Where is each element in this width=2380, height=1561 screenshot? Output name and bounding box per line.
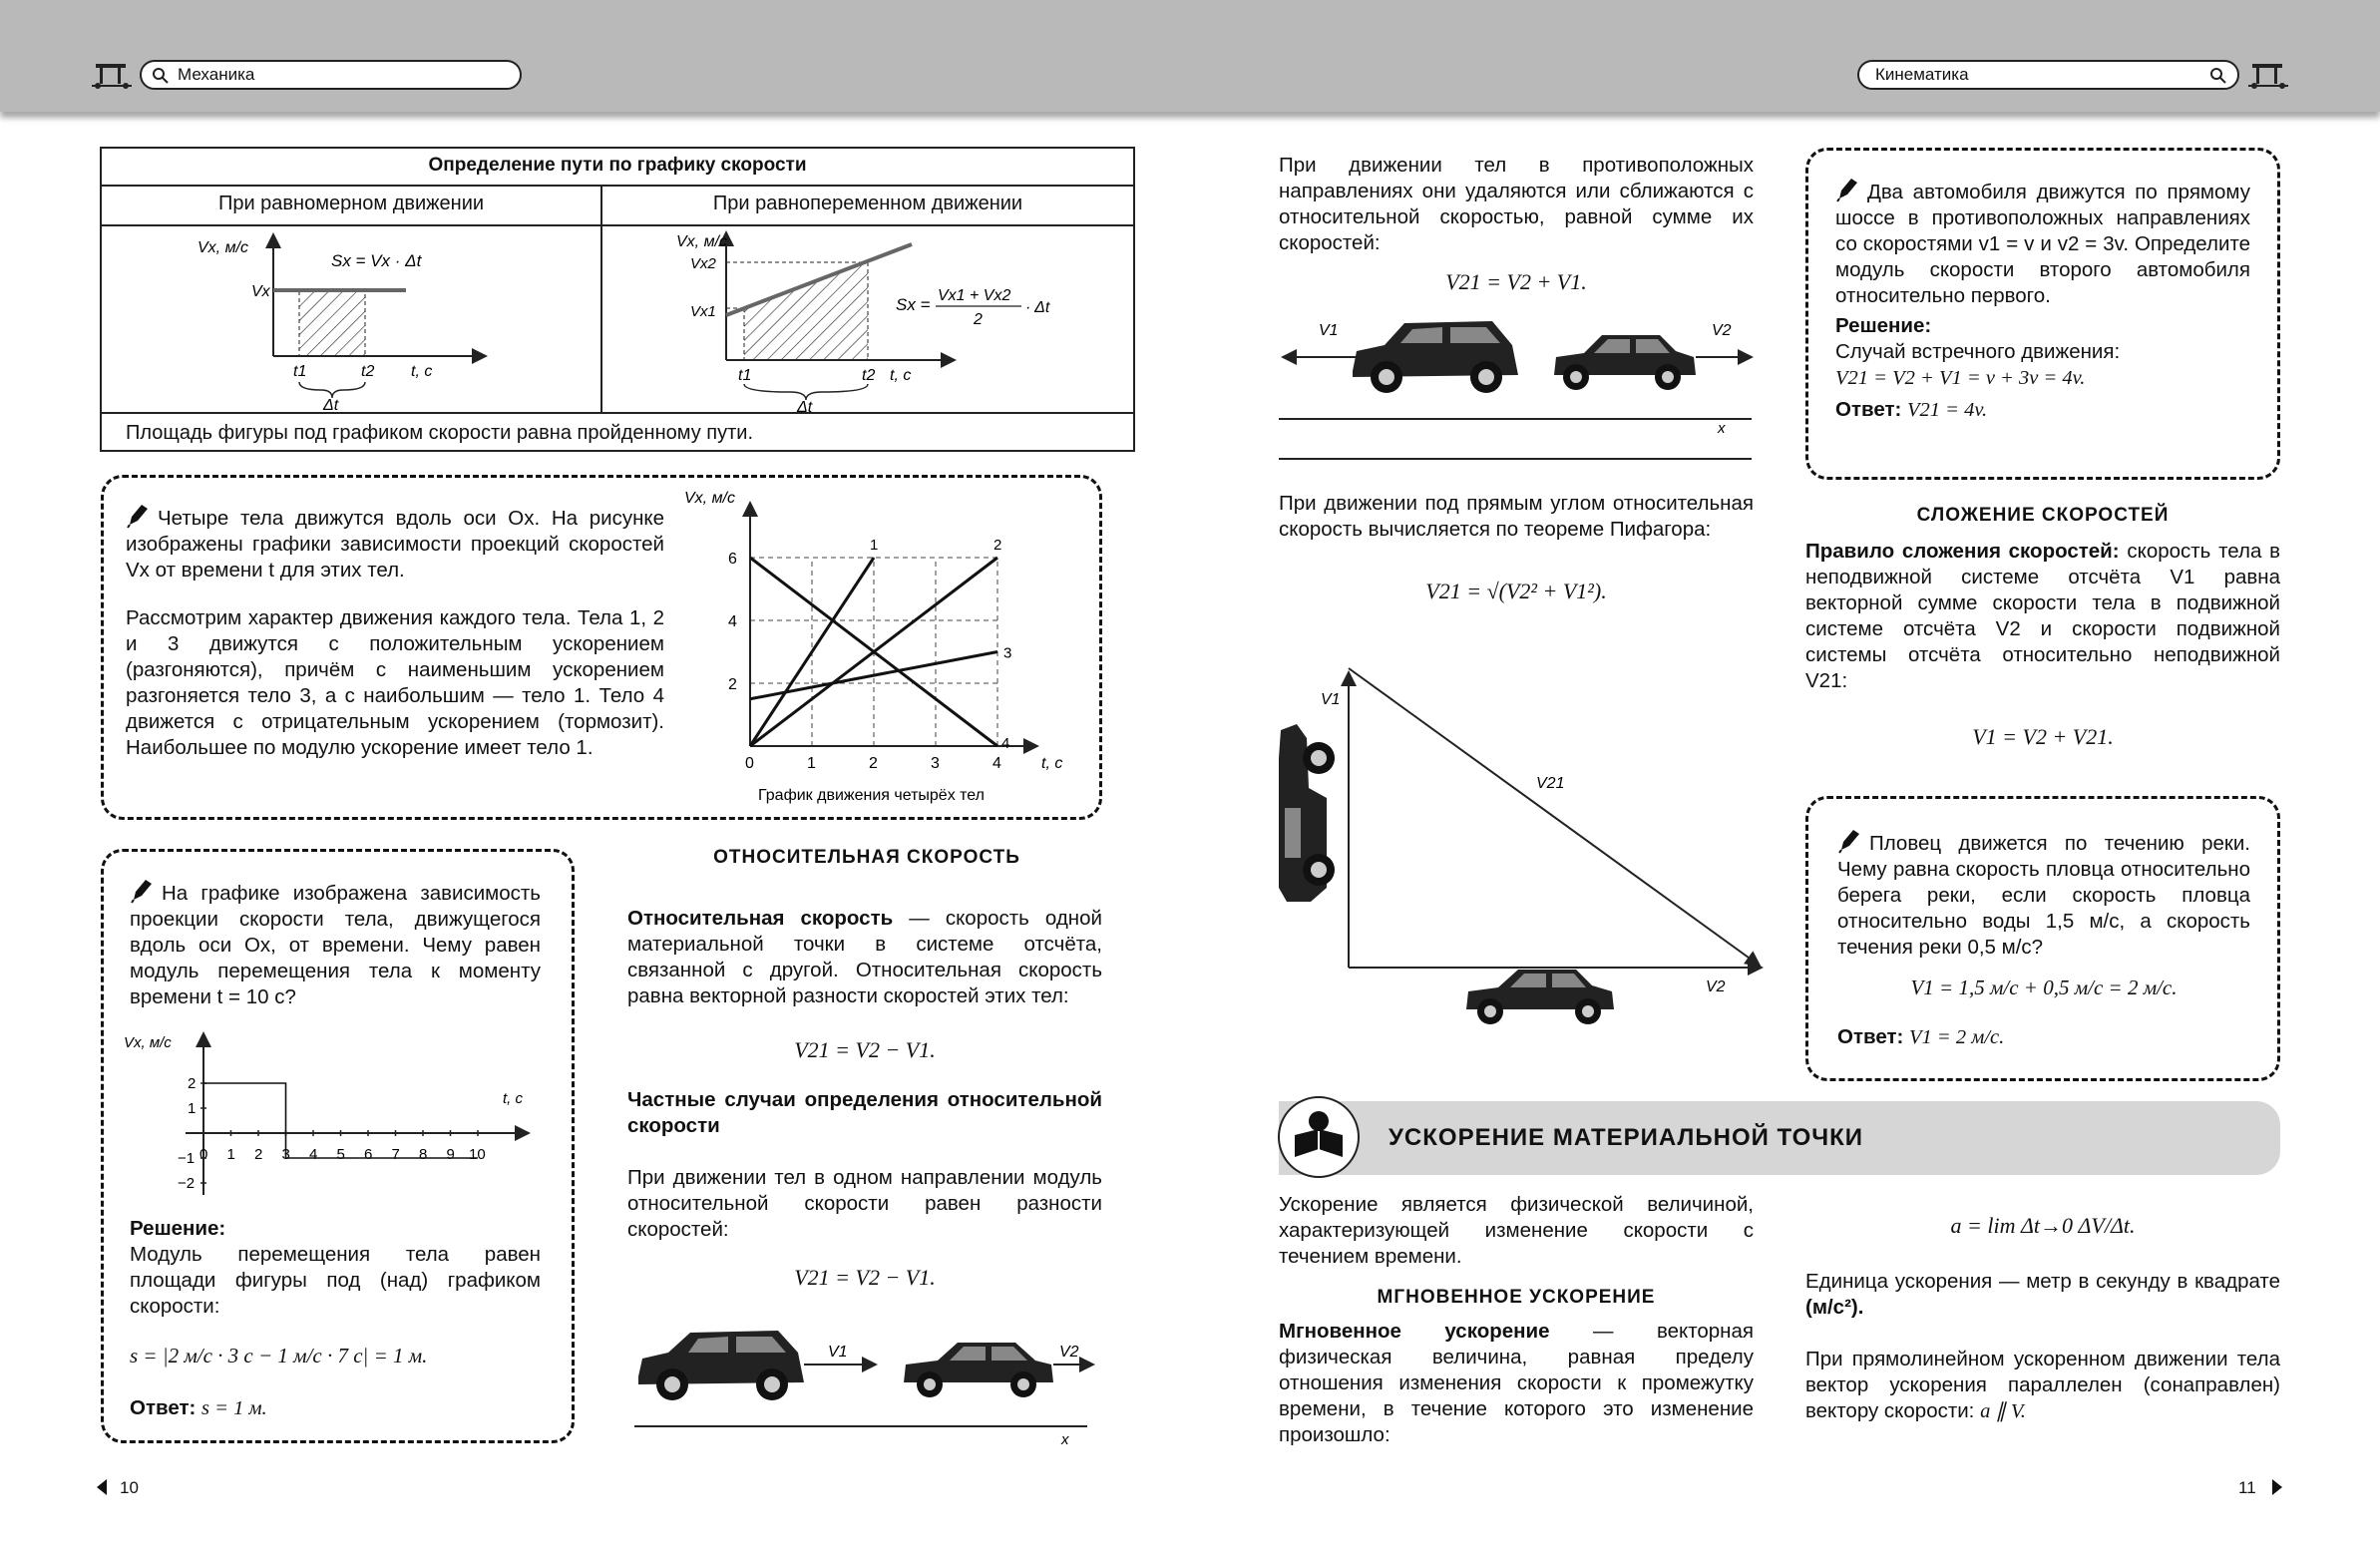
task4-formula: V1 = 1,5 м/с + 0,5 м/с = 2 м/с.	[1910, 976, 2178, 999]
task4-text	[1837, 828, 2250, 961]
sedan-car-icon	[1466, 970, 1614, 1024]
accel-parallel	[1805, 1347, 2280, 1424]
y-axis-label: Vx, м/с	[684, 490, 735, 507]
same-direction-cars	[628, 1313, 1107, 1446]
x-tick-label: 5	[336, 1146, 345, 1163]
g2-tlabel: t, с	[890, 367, 912, 384]
task3-solution-label: Решение:	[1835, 314, 1932, 337]
search-icon	[2209, 67, 2227, 85]
task4-answer-label: Ответ:	[1837, 1025, 1904, 1048]
y-tick-label: 2	[188, 1075, 197, 1092]
right-angle-text: При движении под прямым углом относительная скорость вычисляется по теореме Пифагора:	[1279, 492, 1754, 541]
opp-x: x	[1718, 420, 1726, 437]
x-tick-label: 2	[254, 1146, 263, 1163]
task2-solution	[130, 1216, 541, 1320]
task4-answer-value: V1 = 2 м/с.	[1909, 1026, 2005, 1048]
x-tick-label: 4	[309, 1146, 318, 1163]
x-tick-label: 1	[226, 1146, 235, 1163]
book-logo-icon-left	[90, 58, 134, 92]
addition-rule-term: Правило сложения скоростей:	[1805, 540, 2120, 563]
opposite-direction-scene	[1273, 305, 1762, 465]
search-icon	[152, 67, 170, 85]
x-tick-label: 3	[931, 755, 940, 772]
limit-formula: a = lim Δt→0 ΔV/Δt.	[1950, 1213, 2136, 1238]
accel-intro: Ускорение является физической величиной, характеризующей изменение скорости с течением времени.	[1279, 1193, 1754, 1268]
x-tick-label: 10	[469, 1146, 486, 1163]
g2-dt: Δt	[797, 399, 813, 412]
prev-page-icon[interactable]	[97, 1479, 109, 1495]
g2-t2: t2	[862, 367, 876, 384]
series-label-1: 1	[870, 537, 879, 554]
task2-solution-text: Модуль перемещения тела равен площади фигуры под (над) графиком скорости:	[130, 1243, 541, 1318]
accelerated-motion-graph	[660, 226, 1109, 412]
g2-formula-right: · Δt	[1025, 299, 1050, 316]
y-tick-label: 1	[188, 1100, 197, 1117]
tri-v1: V1	[1321, 691, 1341, 708]
table-footer: Площадь фигуры под графиком скорости равна пройденному пути.	[126, 422, 754, 444]
task2-answer-value: s = 1 м.	[201, 1397, 267, 1419]
relative-heading: ОТНОСИТЕЛЬНАЯ СКОРОСТЬ	[713, 847, 1020, 868]
task3-text	[1835, 177, 2250, 423]
table-col2: При равнопеременном движении	[712, 193, 1023, 214]
task3-answer: V21 = 4v.	[1907, 399, 1988, 421]
relative-formula2: V21 = V2 − V1.	[794, 1265, 936, 1290]
x-tick-label: 3	[281, 1146, 290, 1163]
y-tick-label: −2	[178, 1175, 196, 1192]
relative-subheading: Частные случаи определения относительной скорости	[627, 1088, 1102, 1137]
page-number-left: 10	[120, 1478, 139, 1497]
addition-heading: СЛОЖЕНИЕ СКОРОСТЕЙ	[1916, 505, 2170, 526]
series-label-3: 3	[1003, 644, 1012, 662]
pencil-icon	[126, 503, 150, 529]
g1-t2: t2	[361, 363, 375, 380]
y-axis-label: Vx, м/с	[124, 1034, 172, 1051]
x-axis-label: t, с	[1041, 755, 1063, 772]
task3-answer-label: Ответ:	[1835, 398, 1902, 421]
addition-formula: V1 = V2 + V21.	[1972, 724, 2114, 749]
g2-vx1: Vx1	[690, 303, 716, 320]
sedan-car-icon	[904, 1343, 1053, 1397]
series-label-2: 2	[993, 537, 1002, 554]
series-label-4: 4	[1001, 735, 1010, 752]
chart-title: График движения четырёх тел	[758, 787, 985, 804]
opp-v2: V2	[1712, 322, 1732, 339]
task2-formula: s = |2 м/с · 3 с − 1 м/с · 7 с| = 1 м.	[130, 1344, 428, 1367]
x-axis-label: t, с	[503, 1090, 524, 1107]
vertical-car-icon	[1279, 724, 1335, 902]
x-tick-label: 8	[419, 1146, 428, 1163]
book-logo-icon-right	[2246, 58, 2290, 92]
relative-definition	[627, 906, 1102, 1009]
g1-vx: Vx	[251, 283, 270, 300]
path-table	[100, 147, 1135, 452]
task1-text	[126, 503, 664, 761]
x-tick-label: 0	[199, 1146, 208, 1163]
sedan-car-icon	[1554, 335, 1696, 390]
relative-def-text: — скорость одной материальной точки в системе отсчёта, связанной с другой. Относительная скорость равна векторной разности скоростей этих тел:	[627, 907, 1102, 1007]
section-search-left[interactable]	[140, 60, 522, 90]
task3-solution: Случай встречного движения:	[1835, 340, 2121, 363]
task4-p: Пловец движется по течению реки. Чему равна скорость пловца относительно берега реки, если скорость пловца относительно воды 1,5 м/с, а скорость течения реки 0,5 м/с?	[1837, 832, 2250, 959]
accel-banner-title: УСКОРЕНИЕ МАТЕРИАЛЬНОЙ ТОЧКИ	[1388, 1124, 1864, 1151]
addition-rule-text: скорость тела в неподвижной системе отсчёта V1 равна векторной сумме скорости тела в подвижной системе отсчёта V2 и скорости подвижной системы отсчёта относительно неподвижной V21:	[1805, 540, 2280, 692]
task4-answer	[1837, 1025, 2004, 1049]
g1-formula: Sx = Vx · Δt	[331, 251, 422, 270]
g1-dt: Δt	[323, 397, 339, 412]
four-bodies-chart	[678, 483, 1087, 808]
section-title-left: Механика	[178, 65, 255, 84]
g2-t1: t1	[738, 367, 752, 384]
opp-v1: V1	[1319, 322, 1339, 339]
tri-v21: V21	[1536, 775, 1565, 792]
g2-vx2: Vx2	[690, 255, 716, 272]
y-tick-label: 6	[728, 551, 737, 568]
uniform-motion-graph	[182, 226, 581, 412]
same-dir-v1: V1	[828, 1344, 848, 1361]
next-page-icon[interactable]	[2270, 1479, 2282, 1495]
task2-answer	[130, 1396, 267, 1420]
table-title: Определение пути по графику скорости	[428, 155, 807, 176]
g1-ylabel: Vx, м/с	[198, 239, 248, 256]
instant-term: Мгновенное ускорение	[1279, 1320, 1550, 1343]
right-angle-diagram	[1267, 658, 1766, 1037]
instant-text: — векторная физическая величина, равная пределу отношения изменения скорости к промежутку времени, в течение которого это изменение произошло:	[1279, 1320, 1755, 1446]
x-tick-label: 2	[869, 755, 878, 772]
x-tick-label: 0	[745, 755, 754, 772]
section-search-right[interactable]	[1857, 60, 2239, 90]
g1-tlabel: t, с	[411, 363, 433, 380]
g1-t1: t1	[293, 363, 307, 380]
g2-formula-den: 2	[974, 311, 983, 328]
task2-text	[130, 878, 541, 1010]
suv-car-icon	[638, 1331, 804, 1400]
accel-unit-text: Единица ускорения — метр в секунду в квадрате	[1805, 1270, 2280, 1293]
formula-pythagoras: V21 = √(V2² + V1²).	[1425, 579, 1607, 603]
pencil-icon	[1837, 828, 1861, 854]
x-tick-label: 1	[807, 755, 816, 772]
x-tick-label: 7	[391, 1146, 400, 1163]
pencil-icon	[130, 878, 154, 904]
task2-solution-label: Решение:	[130, 1217, 226, 1240]
y-tick-label: 2	[728, 676, 737, 693]
velocity-step-chart	[116, 1023, 545, 1199]
pencil-icon	[1835, 177, 1859, 202]
accel-unit	[1805, 1269, 2280, 1321]
task2-answer-label: Ответ:	[130, 1396, 197, 1419]
y-tick-label: 4	[728, 613, 737, 630]
task3-formula: V21 = V2 + V1 = v + 3v = 4v.	[1835, 367, 2086, 389]
accel-unit-value: (м/с²).	[1805, 1296, 1864, 1319]
section-title-right: Кинематика	[1875, 65, 1969, 84]
x-tick-label: 6	[364, 1146, 373, 1163]
x-tick-label: 4	[992, 755, 1001, 772]
task1-p1: Четыре тела движутся вдоль оси Ox. На рисунке изображены графики зависимости проекций скоростей Vx от времени t для этих тел.	[126, 507, 664, 582]
reader-icon	[1277, 1095, 1361, 1179]
g2-ylabel: Vx, м/с	[676, 233, 727, 250]
accel-parallel-formula: a ∥ V.	[1980, 1400, 2026, 1422]
same-dir-x: x	[1061, 1431, 1069, 1446]
task1-p2: Рассмотрим характер движения каждого тела. Тела 1, 2 и 3 движутся с положительным ускорением (разгоняются), причём с наименьшим ускорением разгоняется тело 3, а с наибольшим — тело 1. Тело 4 движется с отрицательным ускорением (тормозит). Наибольшее по модулю ускорение имеет тело 1.	[126, 606, 664, 759]
formula-sum: V21 = V2 + V1.	[1445, 269, 1587, 294]
opposite-direction-text: При движении тел в противоположных направлениях они удаляются или сближаются с относительной скоростью, равной сумме их скоростей:	[1279, 154, 1754, 254]
task2-p1: На графике изображена зависимость проекции скорости тела, движущегося вдоль оси Ox, от времени. Чему равен модуль перемещения тела к моменту времени t = 10 с?	[130, 882, 541, 1008]
addition-rule	[1805, 539, 2280, 694]
relative-def-term: Относительная скорость	[627, 907, 894, 930]
instant-definition	[1279, 1319, 1754, 1448]
suv-car-icon	[1353, 321, 1518, 393]
page-header	[0, 0, 2380, 112]
relative-formula1: V21 = V2 − V1.	[794, 1037, 936, 1062]
accel-parallel-text: При прямолинейном ускоренном движении тела вектор ускорения параллелен (сонаправлен) вектору скорости:	[1805, 1348, 2280, 1422]
instant-heading: МГНОВЕННОЕ УСКОРЕНИЕ	[1377, 1287, 1656, 1308]
g2-formula-left: Sx =	[896, 295, 931, 314]
tri-v2: V2	[1706, 978, 1726, 995]
table-col1: При равномерном движении	[217, 193, 485, 214]
task3-p: Два автомобиля движутся по прямому шоссе в противоположных направлениях со скоростями v1 = v и v2 = 3v. Определите модуль скорости второго автомобиля относительно первого.	[1835, 181, 2250, 307]
x-tick-label: 9	[446, 1146, 455, 1163]
page-number-right: 11	[2238, 1478, 2256, 1497]
relative-same-dir: При движении тел в одном направлении модуль относительной скорости равен разности скоростей:	[627, 1166, 1102, 1241]
same-dir-v2: V2	[1059, 1344, 1079, 1361]
g2-formula-num: Vx1 + Vx2	[938, 287, 1011, 304]
y-tick-label: −1	[178, 1150, 196, 1167]
